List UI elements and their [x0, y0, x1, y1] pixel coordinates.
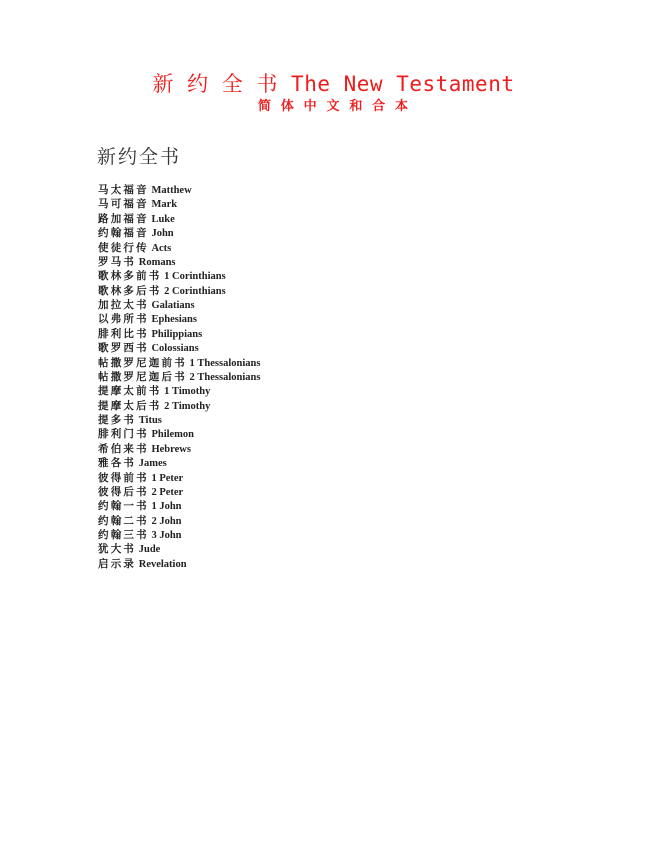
book-chinese-name: 以弗所书: [98, 314, 149, 326]
title-block: [0, 70, 667, 116]
book-chinese-name: 罗马书: [98, 256, 137, 268]
book-english-name: 1 John: [151, 501, 182, 513]
book-chinese-name: 提多书: [98, 415, 137, 426]
book-chinese-name: 路加福音: [98, 213, 149, 225]
book-chinese-name: 启示录: [98, 558, 137, 570]
book-chinese-name: 马太福音: [98, 185, 149, 196]
book-link[interactable]: [98, 358, 260, 369]
book-link[interactable]: [98, 516, 182, 527]
book-link[interactable]: [98, 257, 176, 268]
page-title: 新 约 全 书 The New Testament: [152, 72, 515, 96]
book-chinese-name: 彼得前书: [98, 472, 149, 484]
book-link[interactable]: [98, 429, 194, 440]
book-chinese-name: 加拉太书: [98, 300, 149, 311]
book-chinese-name: 使徒行传: [98, 242, 149, 254]
book-english-name: Hebrews: [151, 443, 191, 455]
book-chinese-name: 帖撒罗尼迦前书: [98, 357, 187, 369]
book-link[interactable]: [98, 544, 160, 555]
book-list-item: [98, 198, 260, 212]
book-english-name: John: [151, 228, 174, 240]
section-heading: 新约全书: [97, 146, 182, 168]
book-link[interactable]: [98, 473, 183, 484]
book-list-item: [98, 342, 260, 356]
book-link[interactable]: [98, 415, 162, 426]
book-list-item: [98, 213, 260, 227]
book-english-name: 1 Peter: [151, 472, 184, 484]
book-list-item: [98, 299, 260, 313]
book-list-item: [98, 515, 260, 529]
book-chinese-name: 希伯来书: [98, 443, 149, 455]
book-list-item: [98, 500, 260, 514]
book-link[interactable]: [98, 372, 260, 383]
book-english-name: Jude: [138, 544, 161, 556]
book-link[interactable]: [98, 228, 174, 239]
book-chinese-name: 帖撒罗尼迦后书: [98, 371, 187, 383]
book-english-name: 1 Timothy: [164, 386, 211, 398]
book-english-name: Mark: [151, 199, 178, 211]
book-english-name: 2 John: [151, 515, 182, 527]
book-link[interactable]: [98, 444, 191, 455]
book-list-item: [98, 357, 260, 371]
book-chinese-name: 约翰三书: [98, 530, 149, 541]
book-list-item: [98, 414, 260, 428]
book-link[interactable]: [98, 458, 167, 469]
book-chinese-name: 雅各书: [98, 458, 137, 470]
book-link[interactable]: [98, 286, 226, 297]
book-list-item: [98, 371, 260, 385]
book-list-item: [98, 400, 260, 414]
book-chinese-name: 约翰一书: [98, 501, 149, 513]
book-list-item: [98, 285, 260, 299]
book-link[interactable]: [98, 300, 195, 311]
book-english-name: 2 Thessalonians: [189, 371, 261, 383]
book-link[interactable]: [98, 329, 202, 340]
book-chinese-name: 犹大书: [98, 544, 137, 556]
book-english-name: Galatians: [151, 300, 195, 311]
book-list-item: [98, 256, 260, 270]
book-english-name: Romans: [138, 256, 176, 268]
book-english-name: 2 Timothy: [164, 400, 211, 412]
book-chinese-name: 彼得后书: [98, 486, 149, 498]
book-english-name: Luke: [151, 213, 175, 225]
book-english-name: 2 Peter: [151, 486, 184, 498]
book-english-name: Colossians: [151, 343, 199, 355]
book-link[interactable]: [98, 559, 187, 570]
book-link[interactable]: [98, 185, 192, 196]
book-list-item: [98, 457, 260, 471]
book-chinese-name: 约翰二书: [98, 515, 149, 527]
book-chinese-name: 腓利门书: [98, 429, 149, 441]
book-list-item: [98, 529, 260, 543]
book-list: [98, 184, 260, 572]
book-list-item: [98, 558, 260, 572]
book-chinese-name: 提摩太前书: [98, 386, 162, 398]
book-list-item: [98, 328, 260, 342]
book-list-item: [98, 385, 260, 399]
book-list-item: [98, 486, 260, 500]
book-link[interactable]: [98, 530, 182, 541]
book-english-name: 3 John: [151, 530, 182, 541]
book-english-name: 1 Thessalonians: [189, 357, 261, 369]
book-english-name: Philemon: [151, 429, 195, 441]
book-chinese-name: 马可福音: [98, 199, 149, 211]
book-english-name: Acts: [151, 242, 172, 254]
book-english-name: 1 Corinthians: [164, 271, 226, 283]
book-english-name: Ephesians: [151, 314, 197, 326]
book-link[interactable]: [98, 314, 197, 325]
book-english-name: 2 Corinthians: [164, 285, 226, 297]
book-link[interactable]: [98, 401, 210, 412]
book-link[interactable]: [98, 271, 226, 282]
book-list-item: [98, 543, 260, 557]
book-link[interactable]: [98, 214, 175, 225]
book-chinese-name: 提摩太后书: [98, 400, 162, 412]
book-chinese-name: 约翰福音: [98, 228, 149, 240]
book-english-name: Revelation: [138, 558, 187, 570]
book-chinese-name: 腓利比书: [98, 328, 149, 340]
book-english-name: James: [138, 458, 167, 470]
book-list-item: [98, 313, 260, 327]
book-chinese-name: 歌林多前书: [98, 271, 162, 283]
book-list-item: [98, 184, 260, 198]
book-english-name: Philippians: [151, 328, 203, 340]
book-link[interactable]: [98, 487, 183, 498]
book-link[interactable]: [98, 243, 171, 254]
book-list-item: [98, 227, 260, 241]
book-list-item: [98, 270, 260, 284]
book-link[interactable]: [98, 386, 210, 397]
book-chinese-name: 歌罗西书: [98, 343, 149, 355]
book-english-name: Titus: [138, 415, 162, 426]
book-list-item: [98, 472, 260, 486]
book-list-item: [98, 428, 260, 442]
book-link[interactable]: [98, 501, 182, 512]
book-chinese-name: 歌林多后书: [98, 285, 162, 297]
book-link[interactable]: [98, 343, 199, 354]
book-list-item: [98, 242, 260, 256]
book-list-item: [98, 443, 260, 457]
page-subtitle: 简 体 中 文 和 合 本: [258, 99, 409, 114]
book-link[interactable]: [98, 199, 177, 210]
book-english-name: Matthew: [151, 185, 192, 196]
